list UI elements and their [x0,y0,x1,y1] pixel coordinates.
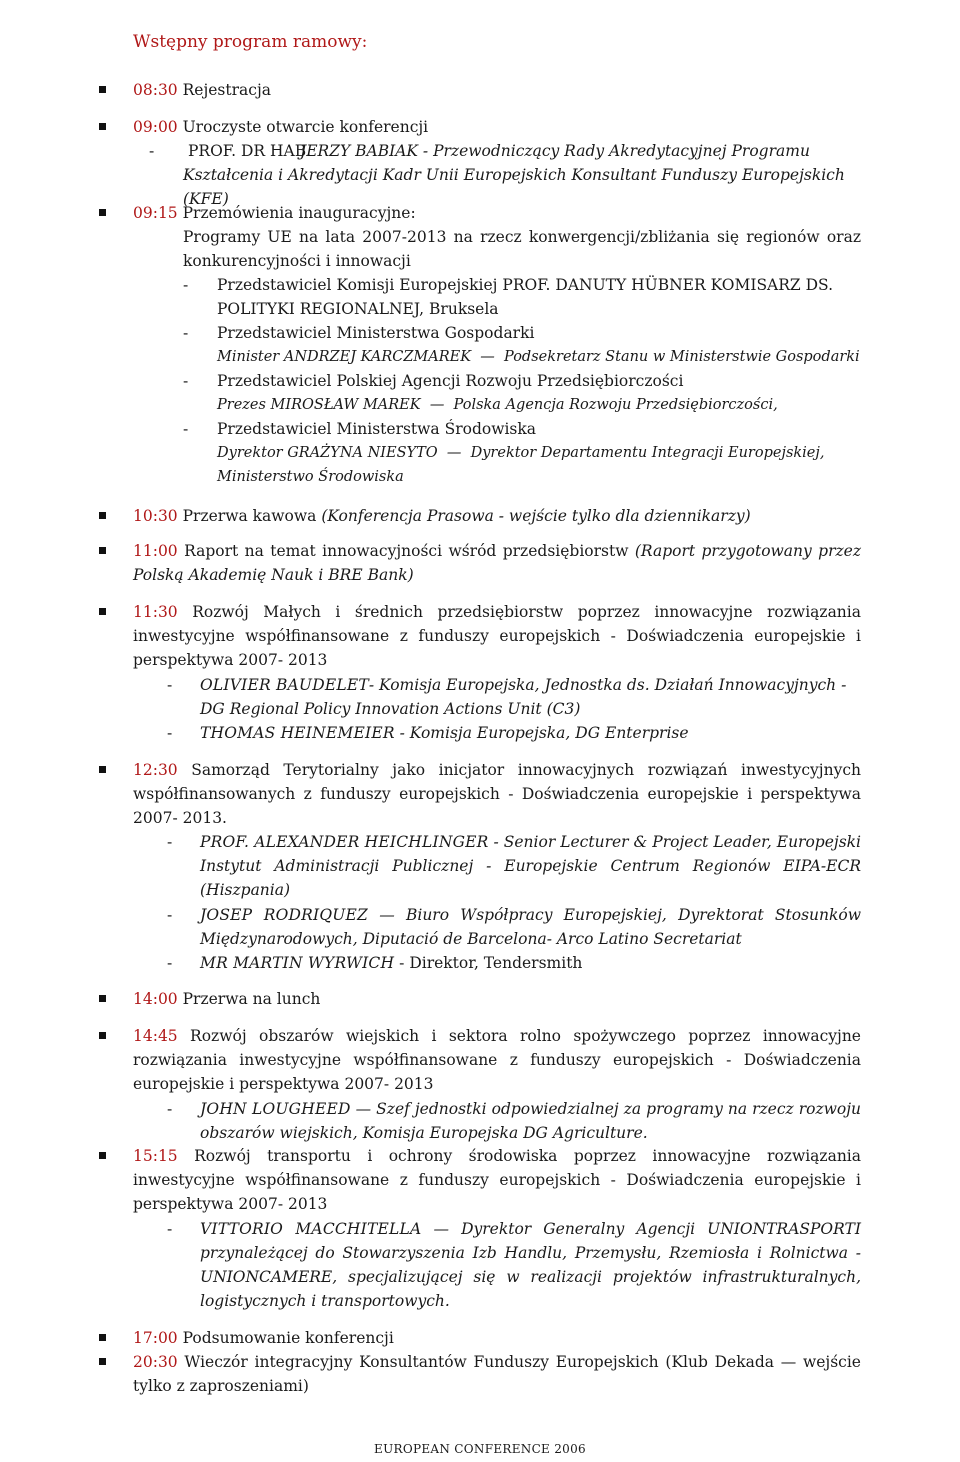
item-time: 15:15 [133,1147,178,1165]
inaugural-sub-3 [183,369,861,417]
item-text: Wieczór integracyjny Konsultantów Funduszy Europejskich (Klub Dekada — wejście tylko z zaproszeniami) [133,1353,861,1395]
item-time: 17:00 [133,1329,178,1347]
item-text: Przerwa na lunch [182,990,321,1008]
item-time: 20:30 [133,1353,178,1371]
item-time: 09:15 [133,204,178,222]
speaker-line [167,830,861,902]
item-time: 11:30 [133,603,178,621]
bullet-square-icon [99,86,106,93]
dash: - [149,142,170,160]
speaker-line [167,1217,861,1313]
speaker-desc: — Biuro Współpracy Europejskiej, Dyrektorat Stosunków Międzynarodowych, Diputació de Barcelona- Arco Latino Secretariat [200,906,861,948]
speaker-prefix: PROF. DR HAB. [187,142,312,160]
speaker-desc: — Szef jednostki odpowiedzialnej za programy na rzecz rozwoju obszarów wiejskich, Komisja Europejska DG Agriculture. [200,1100,861,1142]
agenda-item-1700 [133,1326,861,1350]
speaker-baudelet [167,673,861,721]
item-text: Rozwój obszarów wiejskich i sektora rolno spożywczego poprzez innowacyjne rozwiązania inwestycyjne współfinansowane z funduszy europejskich - Doświadczenia europejskie i perspektywa 2007- 2013 [133,1027,861,1093]
item-text: Uroczyste otwarcie konferencji [182,118,429,136]
dash: - [183,276,189,294]
em-dash: — [475,349,500,365]
dash: - [183,372,189,390]
opening-speaker-desc-line2: Kształcenia i Akredytacji Kadr Unii Europejskich Konsultant Funduszy Europejskich (KFE) [183,166,845,208]
item-text: Raport na temat innowacyjności wśród przedsiębiorstw [184,542,629,560]
item-time: 10:30 [133,507,178,525]
agenda-item-1515 [133,1144,861,1216]
dash: - [183,420,189,438]
sub-text: Przedstawiciel Ministerstwa Gospodarki [217,324,535,342]
agenda-item-0830 [133,78,861,102]
bullet-square-icon [99,547,106,554]
speaker-lougheed [167,1097,861,1145]
bullet-square-icon [99,608,106,615]
agenda-item-2030 [133,1350,861,1398]
person-role: Polska Agencja Rozwoju Przedsiębiorczości, [453,397,778,413]
speaker-line [167,721,861,745]
em-dash: — [442,445,466,461]
speaker-name: VITTORIO MACCHITELLA [200,1220,422,1238]
inaugural-topic: Programy UE na lata 2007-2013 na rzecz konwergencji/zbliżania się regionów oraz konkurencyjności i innowacji [183,228,861,270]
speaker-name: THOMAS HEINEMEIER [200,724,395,742]
person-role: Podsekretarz Stanu w Ministerstwie Gospodarki [504,349,860,365]
item-time: 08:30 [133,81,178,99]
dash: - [183,324,189,342]
speaker-desc: - Komisja Europejska, Jednostka ds. Działań Innowacyjnych - DG Regional Policy Innovation Actions Unit (C3) [200,676,847,718]
speaker-name: MR MARTIN WYRWICH [200,954,395,972]
bullet-square-icon [99,1358,106,1365]
dash: - [167,833,173,851]
person-name: Prezes MIROSŁAW MAREK [217,397,421,413]
agenda-item-1445 [133,1024,861,1096]
speaker-name: JOSEP RODRIQUEZ [200,906,368,924]
agenda-item-1130 [133,600,861,672]
item-text: Samorząd Terytorialny jako inicjator innowacyjnych rozwiązań inwestycyjnych współfinansowanych z funduszy europejskich - Doświadczenia europejskie i perspektywa 2007- 2013. [133,761,861,827]
bullet-square-icon [99,766,106,773]
sub-text: Przedstawiciel Polskiej Agencji Rozwoju Przedsiębiorczości [217,372,684,390]
item-text: Przemówienia inauguracyjne: [182,204,416,222]
item-text: Rozwój transportu i ochrony środowiska poprzez innowacyjne rozwiązania inwestycyjne współfinansowane z funduszy europejskich - Doświadczenia europejskie i perspektywa 2007- 2013 [133,1147,861,1213]
speaker-line [167,1097,861,1145]
speaker-desc: - Direktor, Tendersmith [399,954,583,972]
item-time: 11:00 [133,542,178,560]
item-note: (Konferencja Prasowa - wejście tylko dla dziennikarzy) [321,507,751,525]
agenda-item-1030 [133,504,861,528]
page-footer: EUROPEAN CONFERENCE 2006 [374,1442,586,1456]
speaker-desc: - Komisja Europejska, DG Enterprise [399,724,689,742]
dash: - [167,1100,173,1118]
speaker-macchitella [167,1217,861,1313]
item-time: 09:00 [133,118,178,136]
program-title: Wstępny program ramowy: [133,32,368,52]
agenda-item-0915 [133,201,861,225]
item-time: 12:30 [133,761,178,779]
speaker-name: PROF. ALEXANDER HEICHLINGER [200,833,489,851]
speaker-rodriquez [167,903,861,951]
inaugural-sub-1 [183,273,861,321]
agenda-item-0900 [133,115,861,139]
bullet-square-icon [99,512,106,519]
dash: - [167,1220,173,1238]
agenda-item-1230 [133,758,861,830]
bullet-square-icon [99,123,106,130]
item-time: 14:00 [133,990,178,1008]
item-text: Rozwój Małych i średnich przedsiębiorstw poprzez innowacyjne rozwiązania inwestycyjne współfinansowane z funduszy europejskich - Doświadczenia europejskie i perspektywa 2007- 2013 [133,603,861,669]
person-name: Minister ANDRZEJ KARCZMAREK [217,349,472,365]
speaker-line [167,903,861,951]
bullet-square-icon [99,209,106,216]
bullet-square-icon [99,995,106,1002]
speaker-heinemeier [167,721,861,745]
em-dash: — [425,397,449,413]
item-time: 14:45 [133,1027,178,1045]
opening-speaker-desc-line1: JERZY BABIAK - Przewodniczący Rady Akredytacyjnej Programu [300,142,810,160]
sub-person-line [183,345,861,369]
item-text: Przerwa kawowa [182,507,317,525]
inaugural-sub-4 [183,417,861,489]
speaker-name: JOHN LOUGHEED [200,1100,351,1118]
speaker-line [167,951,861,975]
dash: - [167,954,173,972]
agenda-item-1100 [133,539,861,587]
sub-person-line [183,441,861,489]
person-role: Dyrektor Departamentu Integracji Europejskiej, Ministerstwo Środowiska [217,445,825,485]
person-name: Dyrektor GRAŻYNA NIESYTO [217,445,438,461]
speaker-wyrwich [167,951,861,975]
bullet-square-icon [99,1032,106,1039]
dash: - [167,724,173,742]
speaker-heichlinger [167,830,861,902]
agenda-item-1400 [133,987,861,1011]
speaker-line [167,673,861,721]
sub-text: Przedstawiciel Ministerstwa Środowiska [217,420,537,438]
inaugural-sub-2 [183,321,861,369]
sub-text: Przedstawiciel Komisji Europejskiej PROF. DANUTY HÜBNER KOMISARZ DS. POLITYKI REGIONALNEJ, Bruksela [217,276,834,318]
item-note: (Raport przygotowany przez Polską Akademię Nauk i BRE Bank) [133,542,861,584]
item-text: Podsumowanie konferencji [182,1329,394,1347]
sub-person-line [183,393,861,417]
dash: - [167,676,173,694]
item-text: Rejestracja [182,81,271,99]
speaker-desc: - Senior Lecturer & Project Leader, Europejski Instytut Administracji Publicznej - Europejskie Centrum Regionów EIPA-ECR (Hiszpania) [200,833,861,899]
bullet-square-icon [99,1152,106,1159]
speaker-name: OLIVIER BAUDELET [200,676,369,694]
speaker-desc: — Dyrektor Generalny Agencji UNIONTRASPORTI przynależącej do Stowarzyszenia Izb Handlu, Przemysłu, Rzemiosła i Rolnictwa - UNIONCAMERE, specjalizującej się w realizacji projektów infrastrukturalnych, logistycznych i transportowych. [200,1220,861,1310]
bullet-square-icon [99,1334,106,1341]
dash: - [167,906,173,924]
